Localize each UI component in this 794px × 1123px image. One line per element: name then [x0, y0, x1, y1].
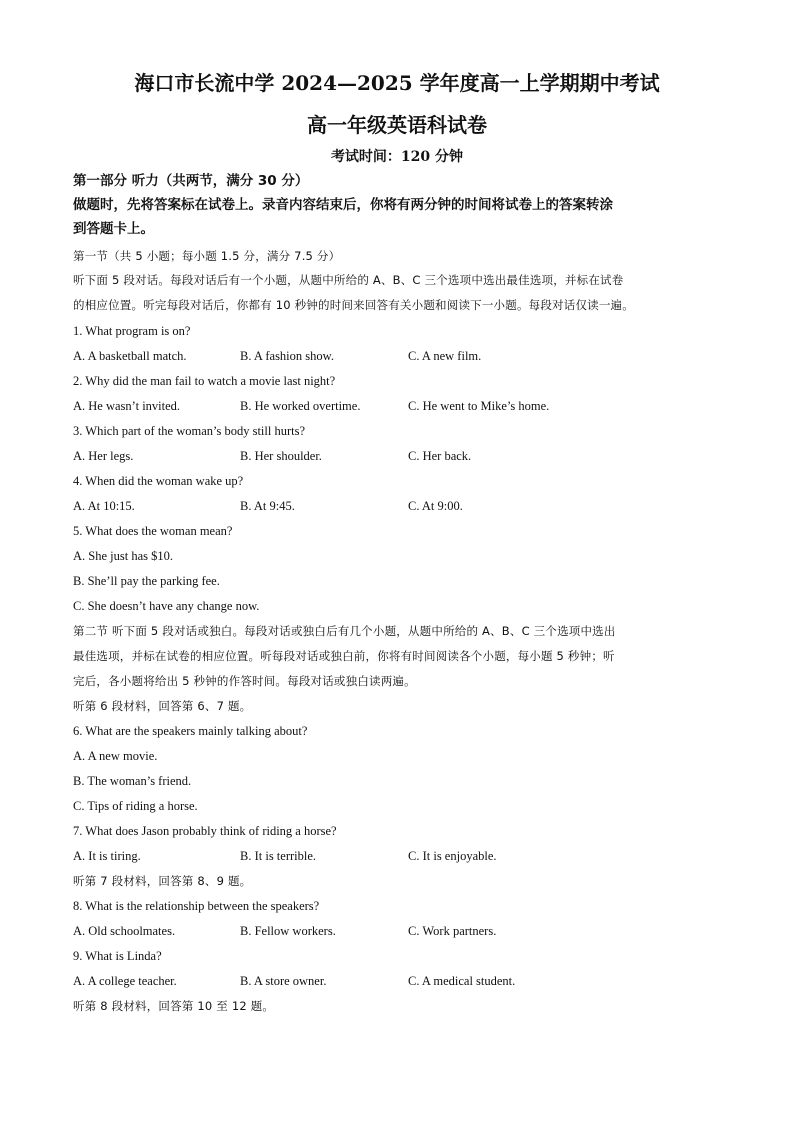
exam-subtitle: 高一年级英语科试卷 [307, 113, 487, 137]
exam-time: 考试时间：120 分钟 [330, 149, 464, 165]
q2-option-c: C. He went to Mike’s home. [408, 399, 550, 413]
q4-option-c: C. At 9:00. [408, 499, 463, 513]
question-1: 1. What program is on? [73, 324, 191, 338]
q1-option-b: B. A fashion show. [240, 349, 334, 363]
q8-option-c: C. Work partners. [408, 924, 497, 938]
q6-option-b: B. The woman’s friend. [73, 774, 192, 788]
q1-option-c: C. A new film. [408, 349, 482, 363]
question-4: 4. When did the woman wake up? [73, 474, 244, 488]
q7-option-b: B. It is terrible. [240, 849, 317, 863]
q6-option-c: C. Tips of riding a horse. [73, 799, 198, 813]
material-8-note: 听第 8 段材料，回答第 10 至 12 题。 [73, 999, 275, 1013]
q9-option-c: C. A medical student. [408, 974, 516, 988]
part1-heading: 第一部分 听力（共两节，满分 30 分） [73, 173, 309, 189]
notice-line-2: 到答题卡上。 [73, 221, 154, 237]
section1-instruction-1: 听下面 5 段对话。每段对话后有一个小题，从题中所给的 A、B、C 三个选项中选出最佳选项，并标在试卷 [73, 273, 624, 287]
section2-instruction-3: 完后，各小题将给出 5 秒钟的作答时间。每段对话或独白读两遍。 [73, 674, 416, 688]
q3-option-c: C. Her back. [408, 449, 472, 463]
q7-option-a: A. It is tiring. [73, 849, 141, 863]
section1-heading: 第一节（共 5 小题；每小题 1.5 分，满分 7.5 分） [73, 249, 341, 263]
question-5: 5. What does the woman mean? [73, 524, 233, 538]
q3-option-b: B. Her shoulder. [240, 449, 322, 463]
question-8: 8. What is the relationship between the speakers? [73, 899, 320, 913]
q8-option-b: B. Fellow workers. [240, 924, 336, 938]
q6-option-a: A. A new movie. [73, 749, 158, 763]
q9-option-a: A. A college teacher. [73, 974, 177, 988]
q2-option-a: A. He wasn’t invited. [73, 399, 181, 413]
question-6: 6. What are the speakers mainly talking about? [73, 724, 308, 738]
question-7: 7. What does Jason probably think of riding a horse? [73, 824, 337, 838]
q9-option-b: B. A store owner. [240, 974, 327, 988]
q8-option-a: A. Old schoolmates. [73, 924, 176, 938]
q4-option-b: B. At 9:45. [240, 499, 295, 513]
q5-option-b: B. She’ll pay the parking fee. [73, 574, 220, 588]
q5-option-a: A. She just has $10. [73, 549, 173, 563]
q5-option-c: C. She doesn’t have any change now. [73, 599, 260, 613]
question-9: 9. What is Linda? [73, 949, 162, 963]
exam-title: 海口市长流中学 2024—2025 学年度高一上学期期中考试 [134, 71, 660, 95]
material-7-note: 听第 7 段材料，回答第 8、9 题。 [73, 874, 252, 888]
section2-instruction-1: 第二节 听下面 5 段对话或独白。每段对话或独白后有几个小题，从题中所给的 A、B、C 三个选项中选出 [73, 624, 616, 638]
q4-option-a: A. At 10:15. [73, 499, 135, 513]
q1-option-a: A. A basketball match. [73, 349, 187, 363]
notice-line-1: 做题时，先将答案标在试卷上。录音内容结束后，你将有两分钟的时间将试卷上的答案转涂 [73, 197, 613, 213]
material-6-note: 听第 6 段材料，回答第 6、7 题。 [73, 699, 252, 713]
section2-instruction-2: 最佳选项，并标在试卷的相应位置。听每段对话或独白前，你将有时间阅读各个小题，每小题 5 秒钟；听 [73, 649, 615, 663]
q7-option-c: C. It is enjoyable. [408, 849, 497, 863]
q2-option-b: B. He worked overtime. [240, 399, 361, 413]
question-2: 2. Why did the man fail to watch a movie last night? [73, 374, 336, 388]
question-3: 3. Which part of the woman’s body still hurts? [73, 424, 306, 438]
section1-instruction-2: 的相应位置。听完每段对话后，你都有 10 秒钟的时间来回答有关小题和阅读下一小题。每段对话仅读一遍。 [73, 298, 634, 312]
q3-option-a: A. Her legs. [73, 449, 134, 463]
